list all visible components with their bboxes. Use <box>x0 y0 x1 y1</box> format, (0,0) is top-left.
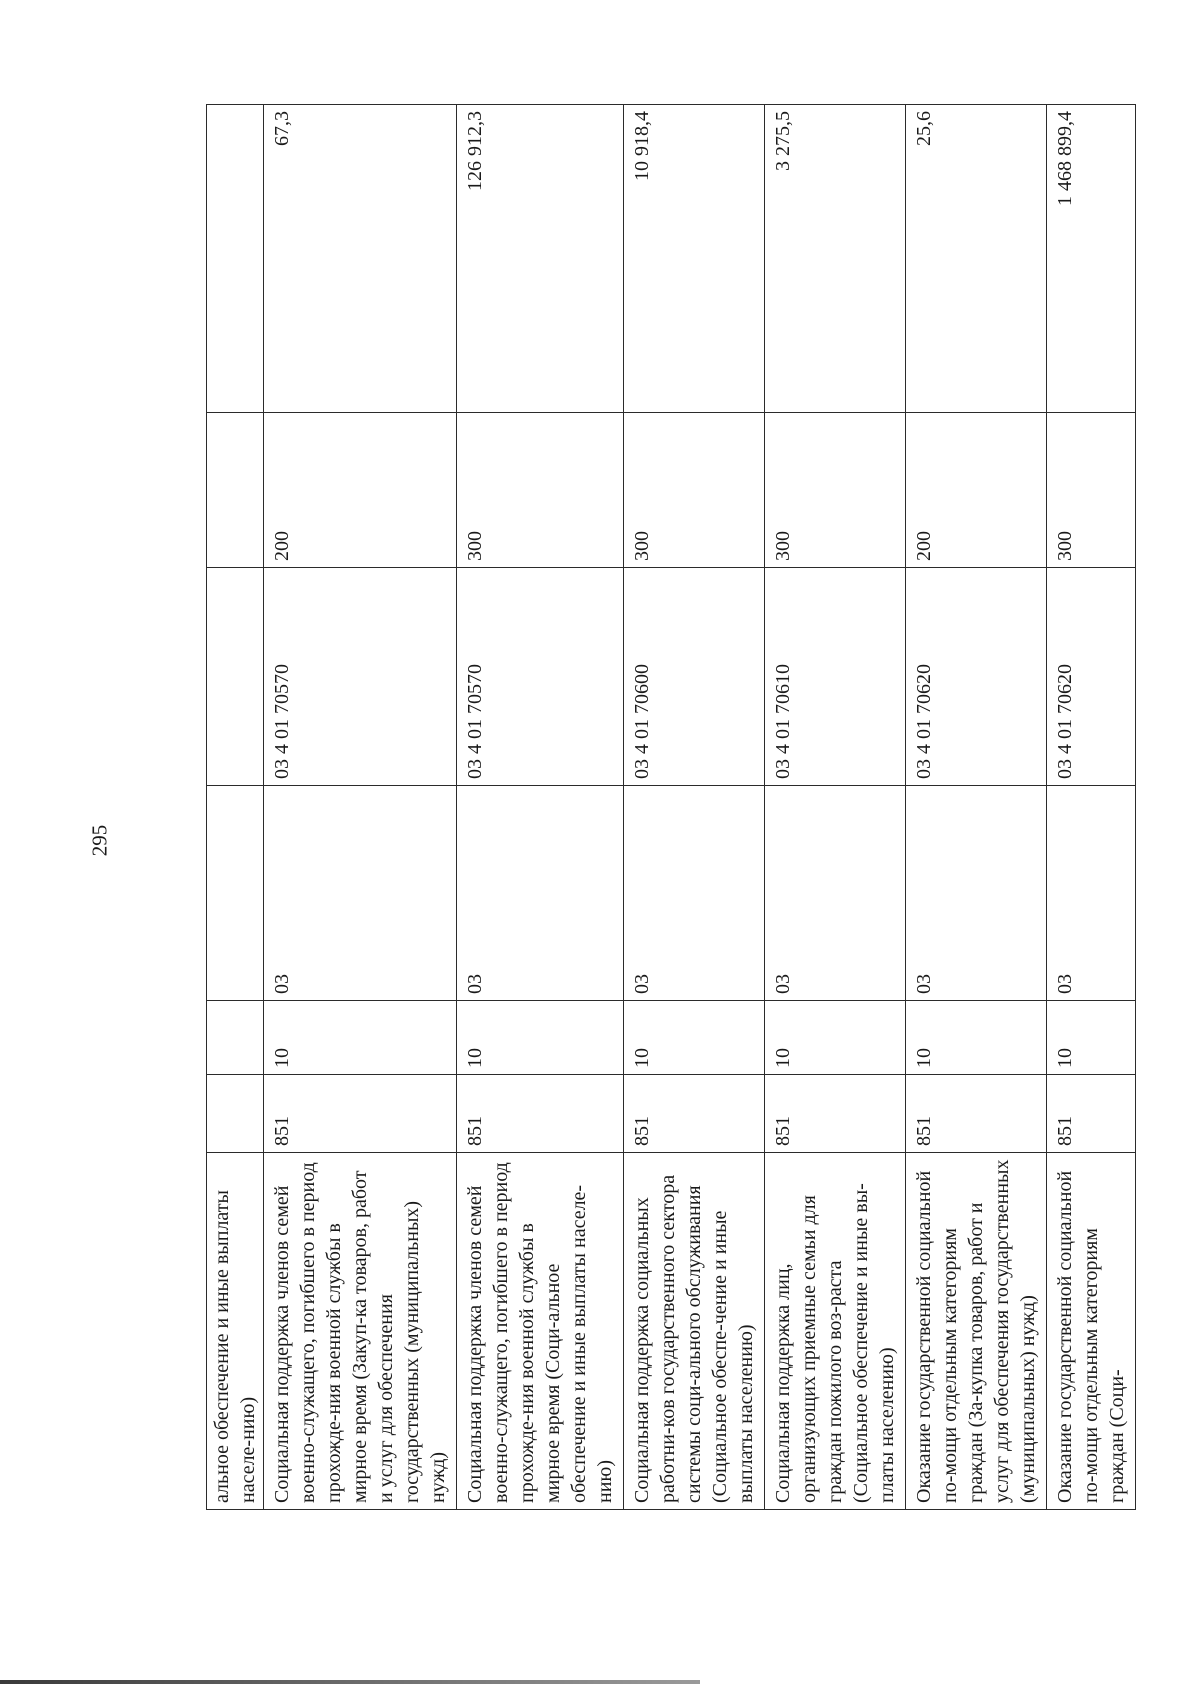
table-row <box>624 105 765 1510</box>
row-description: Социальная поддержка членов семей военно-служащего, погибшего в период прохожде-ния военной службы в мирное время (Закуп-ка товаров, работ и услуг для обеспечения государственных (муниципальных) нужд) <box>264 1153 457 1510</box>
amount-cell: 126 912,3 <box>457 105 624 413</box>
ministry-cell: 851 <box>264 1075 457 1153</box>
subsection-cell: 03 <box>765 786 906 1001</box>
scan-edge-line <box>0 1680 700 1684</box>
expense-type-cell: 200 <box>906 413 1047 568</box>
target-article-cell <box>207 568 264 786</box>
subsection-cell: 03 <box>906 786 1047 1001</box>
ministry-cell: 851 <box>624 1075 765 1153</box>
row-description: альное обеспечение и иные выплаты населе-нию) <box>207 1153 264 1510</box>
budget-table <box>206 104 1136 1510</box>
subsection-cell: 03 <box>624 786 765 1001</box>
row-description: Оказание государственной социальной по-мощи отдельным категориям граждан (За-купка товаров, работ и услуг для обеспечения государственных (муниципальных) нужд) <box>906 1153 1047 1510</box>
table-row <box>264 105 457 1510</box>
table-row <box>1047 105 1136 1510</box>
section-cell: 10 <box>765 1001 906 1075</box>
target-article-cell: 03 4 01 70600 <box>624 568 765 786</box>
target-article-cell: 03 4 01 70620 <box>1047 568 1136 786</box>
section-cell: 10 <box>1047 1001 1136 1075</box>
expense-type-cell <box>207 413 264 568</box>
subsection-cell: 03 <box>457 786 624 1001</box>
row-description: Социальная поддержка лиц, организующих приемные семьи для граждан пожилого воз-раста (Социальное обеспечение и иные вы-платы населению) <box>765 1153 906 1510</box>
amount-cell: 67,3 <box>264 105 457 413</box>
expense-type-cell: 300 <box>1047 413 1136 568</box>
section-cell: 10 <box>457 1001 624 1075</box>
subsection-cell: 03 <box>1047 786 1136 1001</box>
subsection-cell: 03 <box>264 786 457 1001</box>
section-cell: 10 <box>906 1001 1047 1075</box>
table-row-continuation <box>207 105 264 1510</box>
expense-type-cell: 300 <box>624 413 765 568</box>
section-cell: 10 <box>624 1001 765 1075</box>
amount-cell: 10 918,4 <box>624 105 765 413</box>
row-description: Социальная поддержка членов семей военно-служащего, погибшего в период прохожде-ния военной службы в мирное время (Соци-альное обеспечение и иные выплаты населе-нию) <box>457 1153 624 1510</box>
ministry-cell: 851 <box>1047 1075 1136 1153</box>
ministry-cell: 851 <box>765 1075 906 1153</box>
target-article-cell: 03 4 01 70620 <box>906 568 1047 786</box>
table-row <box>457 105 624 1510</box>
section-cell: 10 <box>264 1001 457 1075</box>
expense-type-cell: 200 <box>264 413 457 568</box>
subsection-cell <box>207 786 264 1001</box>
table-row <box>906 105 1047 1510</box>
ministry-cell: 851 <box>457 1075 624 1153</box>
ministry-cell: 851 <box>906 1075 1047 1153</box>
row-description: Оказание государственной социальной по-мощи отдельным категориям граждан (Соци- <box>1047 1153 1136 1510</box>
amount-cell <box>207 105 264 413</box>
amount-cell: 25,6 <box>906 105 1047 413</box>
target-article-cell: 03 4 01 70570 <box>457 568 624 786</box>
ministry-cell <box>207 1075 264 1153</box>
expense-type-cell: 300 <box>457 413 624 568</box>
page-number: 295 <box>87 824 112 857</box>
table-row <box>765 105 906 1510</box>
row-description: Социальная поддержка социальных работни-ков государственного сектора системы соци-ального обслуживания (Социальное обеспе-чение и иные выплаты населению) <box>624 1153 765 1510</box>
expense-type-cell: 300 <box>765 413 906 568</box>
section-cell <box>207 1001 264 1075</box>
target-article-cell: 03 4 01 70570 <box>264 568 457 786</box>
target-article-cell: 03 4 01 70610 <box>765 568 906 786</box>
rotated-table-container <box>206 105 1128 1510</box>
amount-cell: 3 275,5 <box>765 105 906 413</box>
amount-cell: 1 468 899,4 <box>1047 105 1136 413</box>
